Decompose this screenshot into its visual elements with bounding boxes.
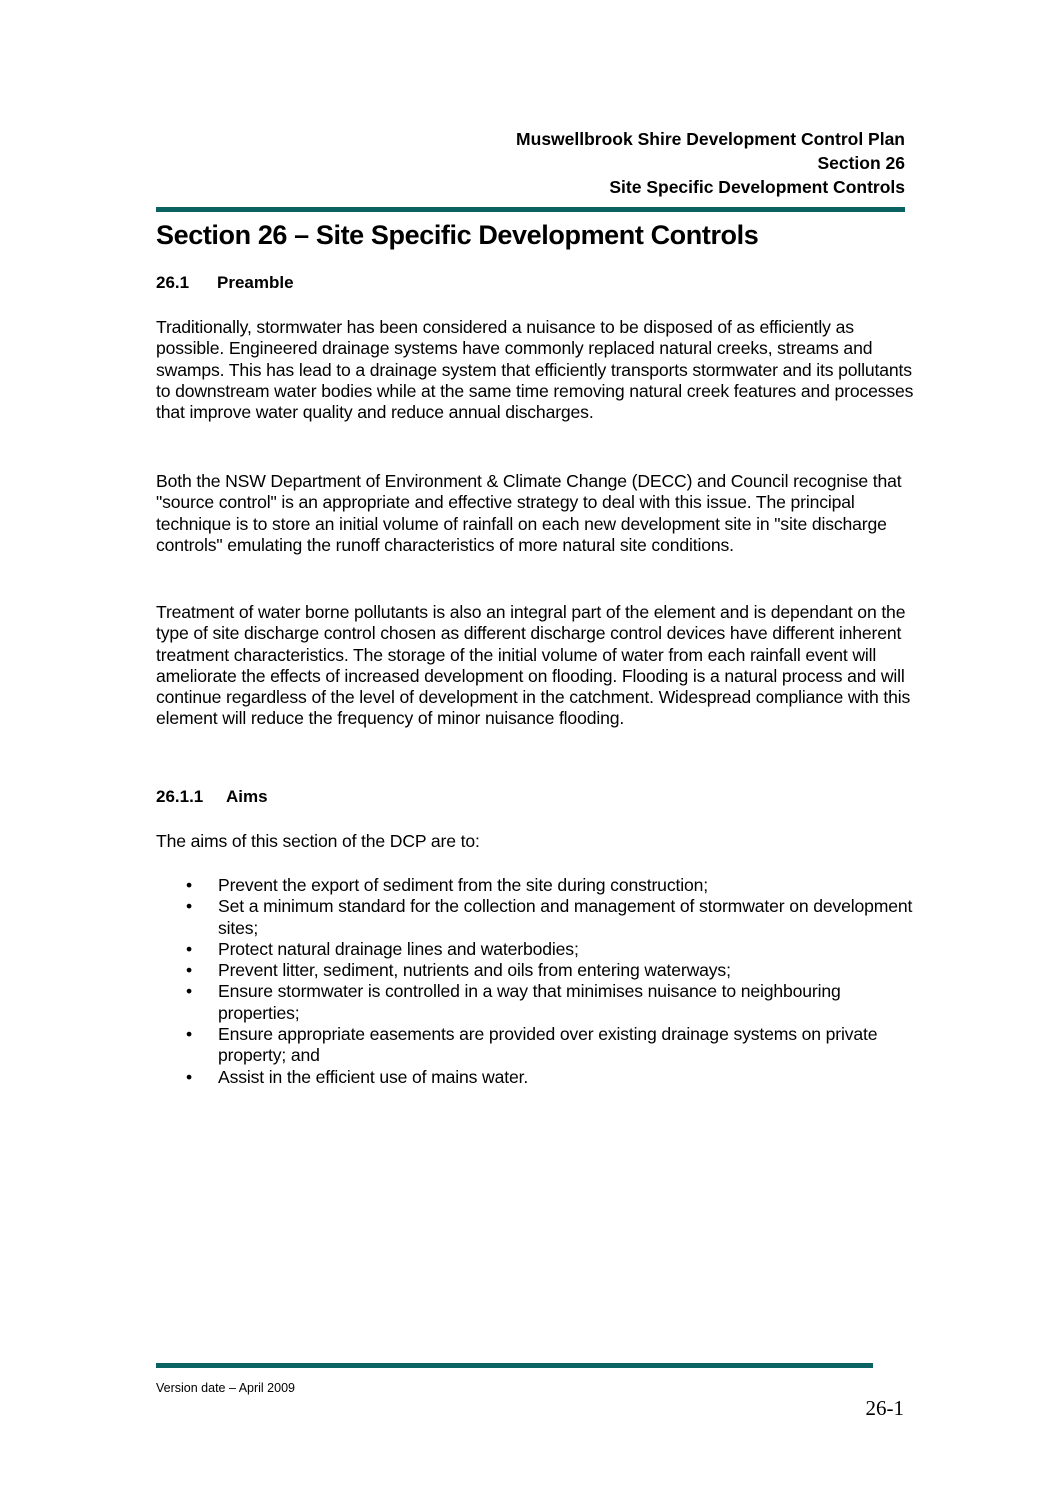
preamble-paragraph-2: Both the NSW Department of Environment & Climate Change (DECC) and Council recognise that "source control" is an appropriate and effective strategy to deal with this issue. The principal technique is to store an initial volume of rainfall on each new development site in "site discharge controls" emulating the runoff characteristics of more natural site conditions. — [156, 471, 902, 555]
list-item-text: Ensure appropriate easements are provided over existing drainage systems on private property; and — [218, 1024, 878, 1066]
list-item — [156, 981, 916, 1024]
list-item-text: Protect natural drainage lines and waterbodies; — [218, 938, 579, 959]
header-section: Section 26 — [817, 153, 905, 173]
list-item — [156, 1067, 916, 1088]
list-item-text: Prevent the export of sediment from the site during construction; — [218, 875, 708, 895]
bullet-icon: • — [186, 938, 193, 959]
section-heading-text: Preamble — [217, 273, 294, 292]
aims-intro: The aims of this section of the DCP are to: — [156, 831, 480, 851]
section-heading-text: Aims — [226, 787, 268, 806]
preamble-paragraph-3: Treatment of water borne pollutants is also an integral part of the element and is dependant on the type of site discharge control chosen as different discharge control devices have different inherent treatment characteristics. The storage of the initial volume of water from each rainfall event will ameliorate the effects of increased development on flooding. Flooding is a natural process and will continue regardless of the level of development in the catchment. Widespread compliance with this element will reduce the frequency of minor nuisance flooding. — [156, 602, 911, 729]
list-item-text: Prevent litter, sediment, nutrients and oils from entering waterways; — [218, 960, 731, 981]
bullet-icon: • — [186, 1024, 193, 1045]
version-date: Version date – April 2009 — [156, 1381, 295, 1395]
preamble-paragraph-1: Traditionally, stormwater has been considered a nuisance to be disposed of as efficiently as possible. Engineered drainage systems have commonly replaced natural creeks, streams and swamps. This has lead to a drainage system that efficiently transports stormwater and its pollutants to downstream water bodies while at the same time removing natural creek features and processes that improve water quality and reduce annual discharges. — [156, 317, 914, 423]
running-header — [516, 127, 905, 199]
bullet-icon: • — [186, 896, 193, 917]
section-number: 26.1.1 — [156, 787, 204, 806]
list-item — [156, 939, 916, 960]
page-title: Section 26 – Site Specific Development Controls — [156, 220, 759, 250]
section-heading-26-1 — [156, 273, 294, 293]
header-section-title: Site Specific Development Controls — [609, 177, 905, 197]
bullet-icon: • — [186, 1066, 193, 1087]
section-number: 26.1 — [156, 273, 190, 292]
bullet-icon: • — [186, 981, 193, 1002]
list-item-text: Assist in the efficient use of mains water. — [218, 1066, 529, 1087]
section-heading-26-1-1 — [156, 787, 268, 807]
bullet-icon: • — [186, 875, 193, 895]
bullet-icon: • — [186, 960, 193, 981]
header-rule — [156, 207, 905, 212]
list-item-text: Set a minimum standard for the collection and management of stormwater on development sites; — [218, 896, 913, 938]
footer-rule — [156, 1363, 873, 1368]
list-item — [156, 1024, 916, 1067]
list-item — [156, 896, 916, 939]
list-item-text: Ensure stormwater is controlled in a way that minimises nuisance to neighbouring properties; — [218, 981, 841, 1023]
page-number: 26-1 — [865, 1396, 904, 1420]
list-item — [156, 875, 916, 896]
list-item — [156, 960, 916, 981]
aims-list — [156, 875, 916, 1088]
header-plan-title: Muswellbrook Shire Development Control Plan — [516, 129, 905, 149]
